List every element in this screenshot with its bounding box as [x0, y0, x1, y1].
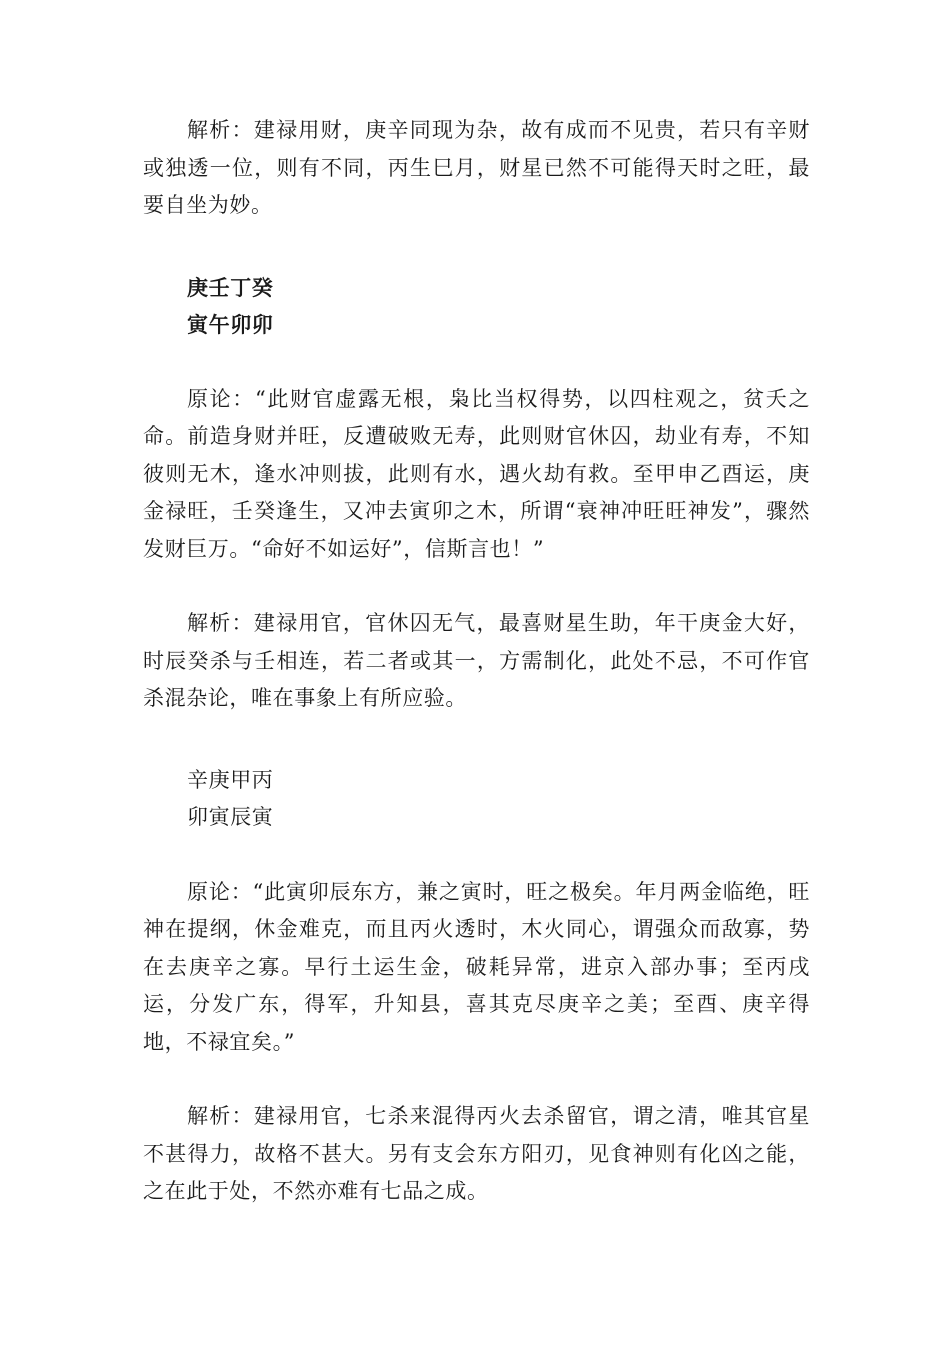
original-text-paragraph-2: 原论：“此寅卯辰东方，兼之寅时，旺之极矣。年月两金临绝，旺神在提纲，休金难克，而且丙火透时，木火同心，谓强众而敌寡，势在去庚辛之寡。早行土运生金，破耗异常，进京入部办事；至丙戌运，分发广东，得军，升知县，喜其克尽庚辛之美；至酉、庚辛得地，不禄宜矣。”: [143, 879, 810, 1054]
spacer: [143, 718, 810, 762]
chart-2-stems: 辛庚甲丙: [187, 767, 274, 792]
spacer: [143, 837, 810, 874]
analysis-paragraph-2: 解析：建禄用官，官休囚无气，最喜财星生助，年干庚金大好，时辰癸杀与壬相连，若二者或其一，方需制化，此处不忌，不可作官杀混杂论，唯在事象上有所应验。: [143, 611, 810, 710]
analysis-paragraph-1: 解析：建禄用财，庚辛同现为杂，故有成而不见贵，若只有辛财或独透一位，则有不同，丙生巳月，财星已然不可能得天时之旺，最要自坐为妙。: [143, 118, 810, 217]
bazi-chart-1: [143, 269, 810, 344]
spacer: [143, 225, 810, 269]
spacer: [143, 568, 810, 605]
spacer: [143, 1061, 810, 1098]
document-page: [143, 112, 810, 1211]
chart-1-branches: 寅午卯卯: [187, 312, 274, 337]
chart-1-stems: 庚壬丁癸: [187, 274, 274, 300]
analysis-paragraph-3: 解析：建禄用官，七杀来混得丙火去杀留官，谓之清，唯其官星不甚得力，故格不甚大。另有支会东方阳刃，见食神则有化凶之能，之在此于处，不然亦难有七品之成。: [143, 1104, 810, 1203]
chart-2-branches: 卯寅辰寅: [187, 805, 274, 829]
original-text-paragraph-1: 原论：“此财官虚露无根，枭比当权得势，以四柱观之，贫夭之命。前造身财并旺，反遭破败无寿，此则财官休囚，劫业有寿，不知彼则无木，逢水冲则拔，此则有水，遇火劫有救。至甲申乙酉运，庚金禄旺，壬癸逢生，又冲去寅卯之木，所谓“衰神冲旺旺神发”，骤然发财巨万。“命好不如运好”，信斯言也！”: [143, 386, 810, 561]
bazi-chart-2: [143, 762, 810, 837]
spacer: [143, 344, 810, 381]
